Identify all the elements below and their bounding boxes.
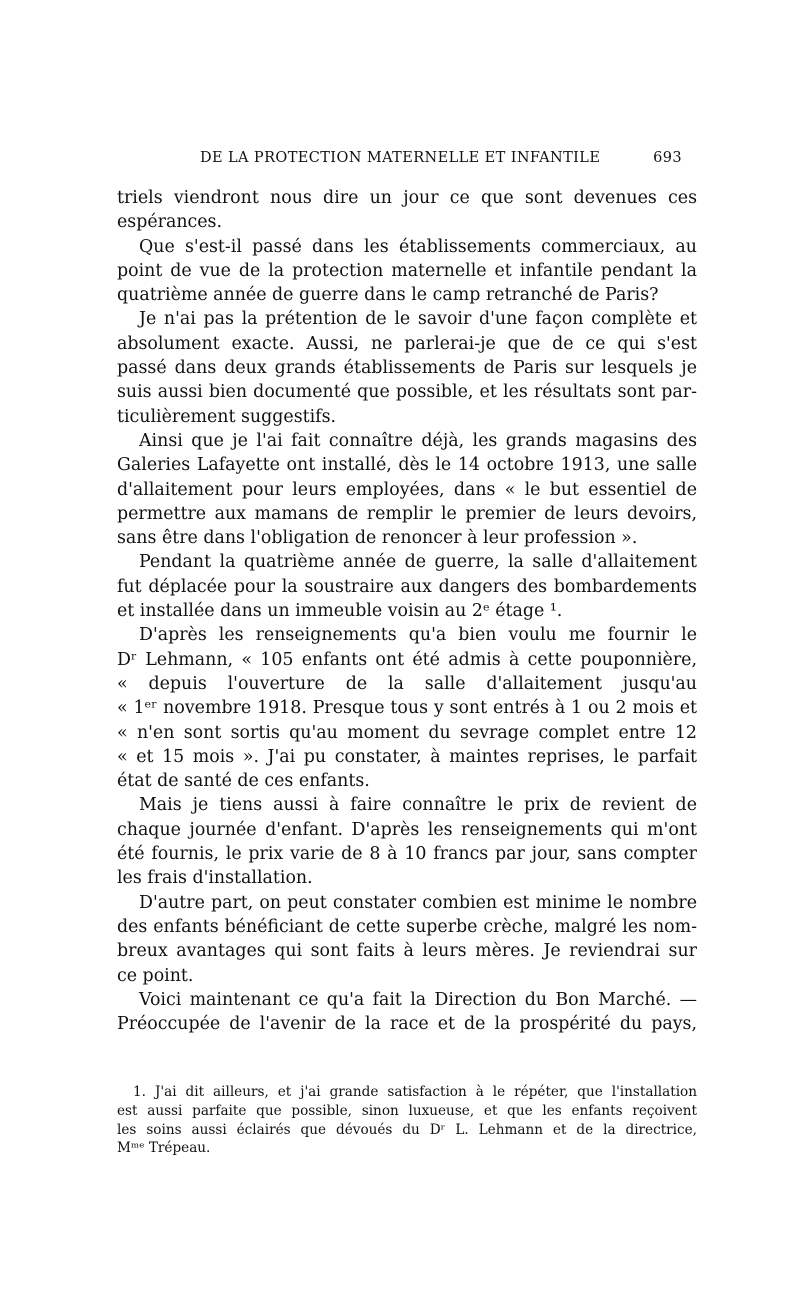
text-line: quatrième année de guerre dans le camp retranché de Paris? (117, 285, 659, 306)
text-line: D'autre part, on peut constater combien est minime le nombre (139, 892, 697, 913)
text-line: sans être dans l'obligation de renoncer à leur profession ». (117, 528, 638, 549)
text-line: D'après les renseignements qu'a bien voulu me fournir le (139, 625, 697, 646)
text-line: Dʳ Lehmann, « 105 enfants ont été admis à cette pouponnière, (117, 649, 697, 670)
text-line: suis aussi bien documenté que possible, et les résultats sont par- (117, 382, 697, 403)
text-line: triels viendront nous dire un jour ce que sont devenues ces (117, 188, 697, 208)
text-line: chaque journée d'enfant. D'après les renseignements qui m'ont (117, 819, 697, 840)
text-line: Pendant la quatrième année de guerre, la salle d'allaitement (139, 552, 697, 573)
text-line: d'allaitement pour leurs employées, dans « le but essentiel de (117, 479, 697, 500)
footnote-line: 1. J'ai dit ailleurs, et j'ai grande satisfaction à le répéter, que l'installation (133, 1084, 697, 1100)
running-title: DE LA PROTECTION MATERNELLE ET INFANTILE (200, 150, 601, 166)
text-line: passé dans deux grands établissements de Paris sur lesquels je (117, 358, 697, 379)
text-line: Galeries Lafayette ont installé, dès le 14 octobre 1913, une salle (117, 455, 697, 476)
text-line: fut déplacée pour la soustraire aux dangers des bombardements (117, 576, 697, 597)
footnotes (117, 1083, 697, 1158)
text-line: point de vue de la protection maternelle et infantile pendant la (117, 260, 697, 281)
footnote-line: les soins aussi éclairés que dévoués du Dʳ L. Lehmann et de la directrice, (117, 1121, 697, 1138)
text-line: état de santé de ces enfants. (117, 771, 370, 792)
footnote-line: Mᵐᵉ Trépeau. (117, 1140, 211, 1157)
footnote-line: est aussi parfaite que possible, sinon luxueuse, et que les enfants reçoivent (117, 1102, 697, 1119)
text-line: ticulièrement suggestifs. (117, 406, 337, 427)
text-line: Voici maintenant ce qu'a fait la Direction du Bon Marché. — (139, 989, 697, 1010)
page-number: 693 (653, 150, 682, 166)
text-line: des enfants bénéficiant de cette superbe crèche, malgré les nom- (117, 916, 697, 937)
text-line: Que s'est-il passé dans les établissements commerciaux, au (139, 236, 697, 257)
text-line: « n'en sont sortis qu'au moment du sevrage complet entre 12 (117, 722, 697, 743)
text-line: absolument exacte. Aussi, ne parlerai-je que de ce qui s'est (117, 333, 697, 354)
text-line: ce point. (117, 965, 194, 986)
text-line: les frais d'installation. (117, 868, 313, 889)
text-line: « depuis l'ouverture de la salle d'allaitement jusqu'au (117, 673, 697, 694)
text-line: « et 15 mois ». J'ai pu constater, à maintes reprises, le parfait (117, 746, 697, 767)
body-text (117, 186, 697, 1036)
text-line: « 1ᵉʳ novembre 1918. Presque tous y sont entrés à 1 ou 2 mois et (117, 698, 697, 719)
text-line: permettre aux mamans de remplir le premier de leurs devoirs, (117, 503, 697, 524)
text-line: Préoccupée de l'avenir de la race et de la prospérité du pays, (117, 1014, 697, 1035)
text-line: breux avantages qui sont faits à leurs mères. Je reviendrai sur (117, 941, 697, 962)
text-line: Ainsi que je l'ai fait connaître déjà, les grands magasins des (139, 430, 697, 451)
text-line: été fournis, le prix varie de 8 à 10 francs par jour, sans compter (117, 844, 697, 865)
running-header (200, 150, 682, 172)
text-line: et installée dans un immeuble voisin au 2ᵉ étage ¹. (117, 601, 563, 622)
text-line: espérances. (117, 212, 223, 233)
text-line: Je n'ai pas la prétention de le savoir d'une façon complète et (139, 309, 697, 330)
text-line: Mais je tiens aussi à faire connaître le prix de revient de (139, 795, 697, 816)
